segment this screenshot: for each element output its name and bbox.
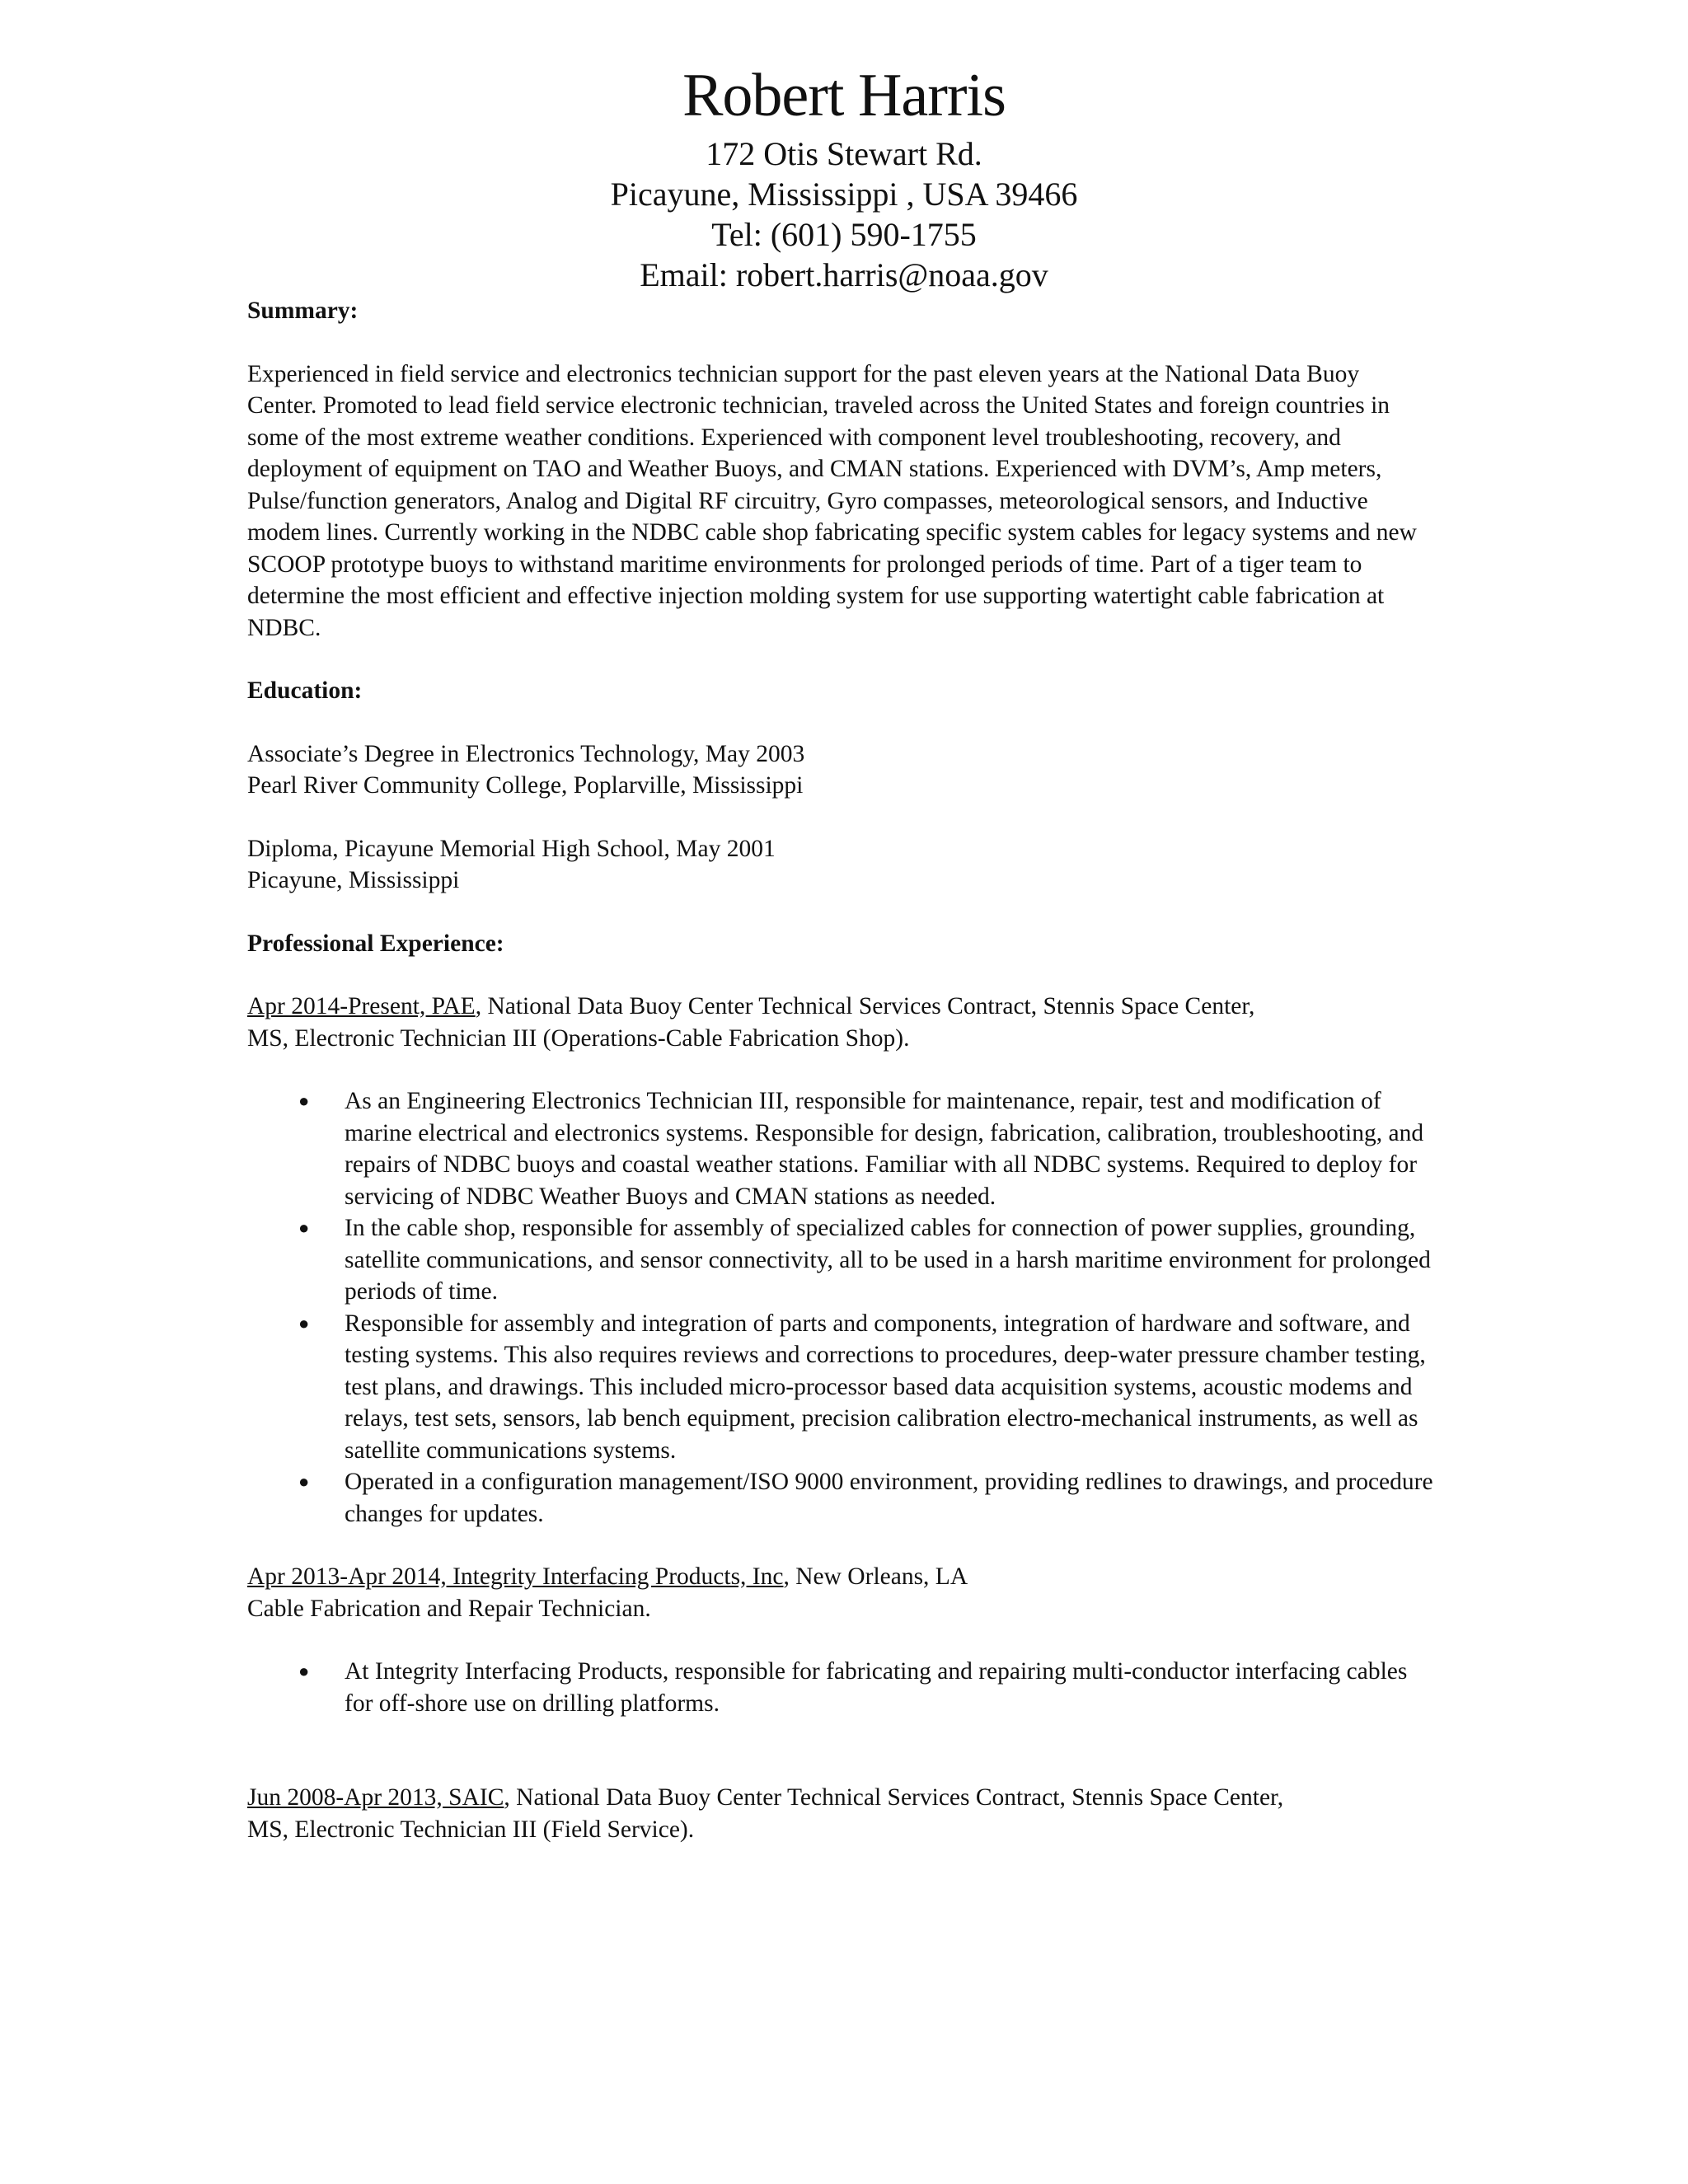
summary-heading: Summary: — [247, 298, 359, 324]
duty-text: Operated in a configuration management/ISO 9000 environment, providing redlines to drawings, and procedure changes for updates. — [345, 1469, 1433, 1527]
education-heading: Education: — [247, 677, 363, 704]
job-title-line — [247, 1561, 1434, 1593]
job-role: MS, Electronic Technician III (Operations-Cable Fabrication Shop). — [247, 1024, 910, 1052]
education-entry — [247, 738, 1434, 802]
bullet-icon: ● — [298, 1661, 310, 1681]
job-role: Cable Fabrication and Repair Technician. — [247, 1595, 651, 1622]
address-line-2: Picayune, Mississippi , USA 39466 — [610, 176, 1078, 213]
job-dates-employer: Apr 2013-Apr 2014, Integrity Interfacing Products, Inc — [247, 1563, 784, 1590]
list-item — [247, 1466, 1434, 1530]
job-dates-employer: Jun 2008-Apr 2013, SAIC — [247, 1784, 504, 1811]
education-entry — [247, 833, 1434, 897]
bullet-icon: ● — [298, 1217, 310, 1238]
list-item — [247, 1085, 1434, 1212]
address-line-1: 172 Otis Stewart Rd. — [706, 135, 982, 172]
candidate-name: Robert Harris — [682, 62, 1006, 129]
job-entry — [247, 1561, 1434, 1719]
job-duties-list — [247, 1085, 1434, 1530]
job-dates-employer: Apr 2014-Present, PAE — [247, 993, 476, 1019]
job-role: MS, Electronic Technician III (Field Service). — [247, 1816, 695, 1843]
bullet-icon: ● — [298, 1312, 310, 1333]
education-school: Picayune, Mississippi — [247, 867, 460, 893]
job-location: , National Data Buoy Center Technical Services Contract, Stennis Space Center, — [504, 1784, 1284, 1811]
job-entry — [247, 991, 1434, 1530]
resume-body — [247, 295, 1434, 1845]
job-title-line — [247, 1782, 1434, 1814]
experience-heading: Professional Experience: — [247, 930, 504, 957]
job-location: , National Data Buoy Center Technical Services Contract, Stennis Space Center, — [475, 993, 1255, 1019]
phone-number: Tel: (601) 590-1755 — [711, 216, 977, 253]
list-item — [247, 1308, 1434, 1467]
duty-text: At Integrity Interfacing Products, responsible for fabricating and repairing multi-conductor interfacing cables for off-shore use on drilling platforms. — [345, 1658, 1408, 1717]
job-duties-list — [247, 1656, 1434, 1719]
job-entry — [247, 1782, 1434, 1845]
bullet-icon: ● — [298, 1471, 310, 1492]
education-degree: Diploma, Picayune Memorial High School, May 2001 — [247, 835, 776, 862]
list-item — [247, 1212, 1434, 1308]
email-address: Email: robert.harris@noaa.gov — [640, 256, 1048, 293]
job-title-line — [247, 991, 1434, 1023]
bullet-icon: ● — [298, 1090, 310, 1111]
education-degree: Associate’s Degree in Electronics Technology, May 2003 — [247, 740, 805, 767]
duty-text: Responsible for assembly and integration of parts and components, integration of hardware and software, and testing systems. This also requires reviews and corrections to procedures, deep-water pressure chamber testing, test plans, and drawings. This included micro-processor based data acquisition systems, acoustic modems and relays, test sets, sensors, lab bench equipment, precision calibration electro-mechanical instruments, as well as satellite communications systems. — [345, 1310, 1426, 1464]
job-location: , New Orleans, LA — [783, 1563, 968, 1590]
list-item — [247, 1656, 1434, 1719]
education-school: Pearl River Community College, Poplarville, Mississippi — [247, 772, 804, 799]
duty-text: In the cable shop, responsible for assembly of specialized cables for connection of power supplies, grounding, satellite communications, and sensor connectivity, all to be used in a harsh maritime environment for prolonged periods of time. — [345, 1215, 1431, 1305]
resume-header — [0, 58, 1688, 295]
summary-text: Experienced in field service and electronics technician support for the past eleven years at the National Data Buoy Center. Promoted to lead field service electronic technician, traveled across the United States and foreign countries in some of the most extreme weather conditions. Experienced with component level troubleshooting, recovery, and deployment of equipment on TAO and Weather Buoys, and CMAN stations. Experienced with DVM’s, Amp meters, Pulse/function generators, Analog and Digital RF circuitry, Gyro compasses, meteorological sensors, and Inductive modem lines. Currently working in the NDBC cable shop fabricating specific system cables for legacy systems and new SCOOP prototype buoys to withstand maritime environments for prolonged periods of time. Part of a tiger team to determine the most efficient and effective injection molding system for use supporting watertight cable fabrication at NDBC. — [247, 360, 1417, 641]
duty-text: As an Engineering Electronics Technician III, responsible for maintenance, repair, test and modification of marine electrical and electronics systems. Responsible for design, fabrication, calibration, troubleshooting, and repairs of NDBC buoys and coastal weather stations. Familiar with all NDBC systems. Required to deploy for servicing of NDBC Weather Buoys and CMAN stations as needed. — [345, 1088, 1424, 1210]
